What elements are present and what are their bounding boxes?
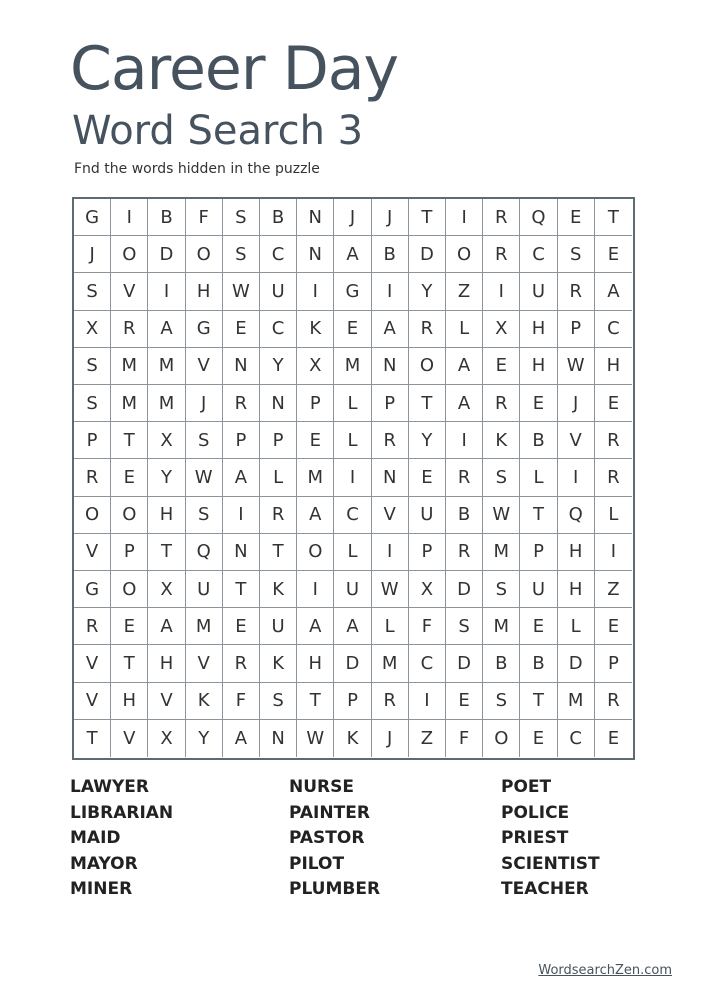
grid-cell[interactable]: I <box>595 534 632 571</box>
grid-cell[interactable]: C <box>409 645 446 682</box>
grid-cell[interactable]: X <box>148 720 185 757</box>
grid-cell[interactable]: O <box>111 236 148 273</box>
grid-cell[interactable]: B <box>260 199 297 236</box>
word-list-item: SCIENTIST <box>501 853 600 874</box>
word-list-item: MINER <box>70 879 133 899</box>
grid-cell[interactable]: N <box>260 385 297 422</box>
grid-cell[interactable]: M <box>483 608 520 645</box>
grid-cell[interactable]: W <box>372 571 409 608</box>
grid-cell[interactable]: T <box>148 534 185 571</box>
grid-cell[interactable]: J <box>186 385 223 422</box>
page-subtitle: Word Search 3 <box>72 108 364 154</box>
word-list-column-3 <box>501 775 600 903</box>
grid-cell[interactable]: E <box>607 727 620 749</box>
grid-cell[interactable]: T <box>260 534 297 571</box>
grid-cell[interactable]: O <box>483 720 520 757</box>
grid-cell[interactable]: R <box>595 422 632 459</box>
grid-cell[interactable]: L <box>558 608 595 645</box>
footer-site-link[interactable]: WordsearchZen.com <box>538 963 672 978</box>
grid-cell[interactable]: I <box>372 273 409 310</box>
grid-cell[interactable]: E <box>297 422 334 459</box>
grid-cell[interactable]: R <box>483 385 520 422</box>
grid-cell[interactable]: K <box>483 422 520 459</box>
grid-cell[interactable]: R <box>483 199 520 236</box>
grid-cell[interactable]: I <box>446 199 483 236</box>
word-list-column-2 <box>289 775 380 903</box>
grid-cell[interactable]: R <box>595 459 632 496</box>
grid-cell[interactable]: R <box>446 534 483 571</box>
grid-cell[interactable]: N <box>297 236 334 273</box>
grid-cell[interactable]: U <box>334 571 371 608</box>
grid-cell[interactable]: B <box>446 497 483 534</box>
grid-cell[interactable]: T <box>409 199 446 236</box>
grid-cell[interactable]: R <box>74 608 111 645</box>
grid-cell[interactable]: X <box>483 311 520 348</box>
grid-cell[interactable]: X <box>74 311 111 348</box>
grid-cell[interactable]: R <box>409 311 446 348</box>
grid-cell[interactable]: N <box>372 459 409 496</box>
grid-cell[interactable]: Y <box>186 720 223 757</box>
grid-cell[interactable]: K <box>260 645 297 682</box>
grid-cell[interactable]: V <box>186 348 223 385</box>
grid-cell[interactable]: Q <box>558 497 595 534</box>
word-list-item: LIBRARIAN <box>70 802 174 823</box>
puzzle-grid <box>74 199 632 757</box>
grid-cell[interactable]: A <box>148 311 185 348</box>
grid-cell[interactable]: O <box>111 571 148 608</box>
grid-cell[interactable]: E <box>446 683 483 720</box>
grid-cell[interactable]: M <box>186 608 223 645</box>
grid-cell[interactable]: I <box>111 199 148 236</box>
grid-cell[interactable]: K <box>186 683 223 720</box>
grid-cell[interactable]: B <box>520 645 557 682</box>
grid-cell[interactable]: F <box>186 199 223 236</box>
grid-cell[interactable]: V <box>558 422 595 459</box>
grid-cell[interactable]: H <box>111 683 148 720</box>
grid-cell[interactable]: H <box>558 571 595 608</box>
grid-cell[interactable]: H <box>520 348 557 385</box>
grid-cell[interactable]: E <box>111 608 148 645</box>
grid-cell[interactable]: P <box>74 422 111 459</box>
grid-cell[interactable]: T <box>520 683 557 720</box>
grid-cell[interactable]: Y <box>260 348 297 385</box>
grid-cell[interactable]: P <box>520 534 557 571</box>
grid-cell[interactable]: R <box>558 273 595 310</box>
grid-cell[interactable]: H <box>148 645 185 682</box>
grid-cell[interactable]: B <box>372 236 409 273</box>
grid-cell[interactable]: T <box>409 385 446 422</box>
grid-cell[interactable]: E <box>483 348 520 385</box>
grid-cell[interactable]: W <box>558 348 595 385</box>
grid-cell[interactable]: E <box>595 608 632 645</box>
grid-cell[interactable]: T <box>111 645 148 682</box>
word-list-column-1 <box>70 775 173 903</box>
grid-cell[interactable]: S <box>223 199 260 236</box>
grid-cell[interactable]: C <box>520 236 557 273</box>
grid-cell[interactable]: E <box>520 385 557 422</box>
grid-cell[interactable]: J <box>334 199 371 236</box>
word-list-item: POLICE <box>501 802 570 823</box>
grid-cell[interactable]: A <box>297 497 334 534</box>
grid-cell[interactable]: B <box>148 199 185 236</box>
grid-cell[interactable]: Z <box>595 571 632 608</box>
grid-cell[interactable]: N <box>372 348 409 385</box>
grid-cell[interactable]: A <box>297 608 334 645</box>
grid-cell[interactable]: P <box>260 422 297 459</box>
grid-cell[interactable]: C <box>334 497 371 534</box>
grid-cell[interactable]: I <box>483 273 520 310</box>
grid-cell[interactable]: G <box>334 273 371 310</box>
word-list-item: LAWYER <box>70 777 149 797</box>
grid-cell[interactable]: A <box>372 311 409 348</box>
grid-cell[interactable]: D <box>148 236 185 273</box>
grid-cell[interactable]: I <box>334 459 371 496</box>
grid-cell[interactable]: T <box>223 571 260 608</box>
grid-cell[interactable]: P <box>595 645 632 682</box>
word-list-item: PLUMBER <box>289 879 381 899</box>
grid-cell[interactable]: X <box>297 348 334 385</box>
grid-cell[interactable]: A <box>223 720 260 757</box>
grid-cell[interactable]: Z <box>409 720 446 757</box>
grid-cell[interactable]: Q <box>520 199 557 236</box>
grid-cell[interactable]: S <box>223 236 260 273</box>
grid-cell[interactable]: U <box>260 608 297 645</box>
grid-cell[interactable]: H <box>148 497 185 534</box>
grid-cell[interactable]: B <box>483 645 520 682</box>
grid-cell[interactable]: E <box>520 608 557 645</box>
grid-cell[interactable]: U <box>520 273 557 310</box>
grid-cell[interactable]: A <box>334 236 371 273</box>
grid-cell[interactable]: O <box>297 534 334 571</box>
grid-cell[interactable]: S <box>186 497 223 534</box>
grid-cell[interactable]: V <box>111 720 148 757</box>
grid-cell[interactable]: W <box>186 459 223 496</box>
grid-cell[interactable]: X <box>148 422 185 459</box>
grid-cell[interactable]: M <box>334 348 371 385</box>
grid-cell[interactable]: S <box>558 236 595 273</box>
grid-cell[interactable]: W <box>483 497 520 534</box>
grid-cell[interactable]: L <box>334 385 371 422</box>
word-list-item: NURSE <box>289 777 354 797</box>
grid-cell[interactable]: P <box>558 311 595 348</box>
grid-cell[interactable]: R <box>372 422 409 459</box>
grid-cell[interactable]: T <box>74 720 111 757</box>
grid-cell[interactable]: N <box>260 720 297 757</box>
grid-cell[interactable]: W <box>223 273 260 310</box>
grid-cell[interactable]: L <box>446 311 483 348</box>
grid-cell[interactable]: S <box>74 273 111 310</box>
grid-cell[interactable]: I <box>297 273 334 310</box>
grid-cell[interactable]: E <box>334 311 371 348</box>
grid-cell[interactable]: X <box>148 571 185 608</box>
grid-cell[interactable]: R <box>223 645 260 682</box>
grid-cell[interactable]: V <box>148 683 185 720</box>
word-list-item: MAYOR <box>70 853 138 874</box>
grid-cell[interactable]: I <box>409 683 446 720</box>
grid-cell[interactable]: Y <box>409 422 446 459</box>
grid-cell[interactable]: O <box>111 497 148 534</box>
word-list <box>70 775 630 905</box>
grid-cell[interactable]: F <box>409 608 446 645</box>
grid-cell[interactable]: V <box>111 273 148 310</box>
grid-cell[interactable]: R <box>595 683 632 720</box>
grid-cell[interactable]: C <box>595 311 632 348</box>
grid-cell[interactable]: U <box>186 571 223 608</box>
grid-cell[interactable]: L <box>334 422 371 459</box>
grid-cell[interactable]: I <box>148 273 185 310</box>
grid-cell[interactable]: V <box>74 645 111 682</box>
grid-cell[interactable]: A <box>595 273 632 310</box>
grid-cell[interactable]: F <box>446 720 483 757</box>
grid-cell[interactable]: V <box>74 683 111 720</box>
grid-cell[interactable]: M <box>483 534 520 571</box>
grid-cell[interactable]: H <box>297 645 334 682</box>
grid-cell[interactable]: I <box>297 571 334 608</box>
grid-cell[interactable]: K <box>334 720 371 757</box>
grid-cell[interactable]: O <box>186 236 223 273</box>
grid-cell[interactable]: E <box>111 459 148 496</box>
grid-cell[interactable]: N <box>223 348 260 385</box>
grid-cell[interactable]: Q <box>186 534 223 571</box>
grid-cell[interactable]: P <box>372 385 409 422</box>
grid-cell[interactable]: R <box>111 311 148 348</box>
grid-cell[interactable]: P <box>223 422 260 459</box>
grid-cell[interactable]: J <box>372 199 409 236</box>
grid-cell[interactable]: L <box>334 534 371 571</box>
grid-cell[interactable]: D <box>446 645 483 682</box>
grid-cell[interactable]: J <box>558 385 595 422</box>
puzzle-grid-frame <box>72 197 635 760</box>
grid-cell[interactable]: T <box>595 199 632 236</box>
grid-cell[interactable]: Y <box>409 273 446 310</box>
grid-cell[interactable]: H <box>595 348 632 385</box>
word-list-item: PAINTER <box>289 802 370 823</box>
grid-cell[interactable]: S <box>483 459 520 496</box>
grid-cell[interactable]: S <box>483 571 520 608</box>
grid-cell[interactable]: D <box>446 571 483 608</box>
grid-cell[interactable]: S <box>483 683 520 720</box>
grid-cell[interactable]: L <box>260 459 297 496</box>
grid-cell[interactable]: G <box>74 571 111 608</box>
grid-cell[interactable]: E <box>223 608 260 645</box>
grid-cell[interactable]: L <box>520 459 557 496</box>
grid-cell[interactable]: J <box>372 720 409 757</box>
grid-cell[interactable]: E <box>595 385 632 422</box>
word-list-item: PRIEST <box>501 828 569 848</box>
grid-cell[interactable]: G <box>74 199 111 236</box>
grid-cell[interactable]: L <box>595 497 632 534</box>
grid-cell[interactable]: H <box>520 311 557 348</box>
grid-cell[interactable]: O <box>74 497 111 534</box>
grid-cell[interactable]: M <box>297 459 334 496</box>
grid-cell[interactable]: U <box>409 497 446 534</box>
grid-cell[interactable]: V <box>74 534 111 571</box>
grid-cell[interactable]: B <box>520 422 557 459</box>
grid-cell[interactable]: M <box>148 348 185 385</box>
grid-cell[interactable]: O <box>409 348 446 385</box>
grid-cell[interactable]: T <box>297 683 334 720</box>
grid-cell[interactable]: L <box>372 608 409 645</box>
grid-cell[interactable]: P <box>111 534 148 571</box>
grid-cell[interactable]: C <box>260 311 297 348</box>
instructions-text: Fnd the words hidden in the puzzle <box>74 161 320 177</box>
grid-cell[interactable]: G <box>186 311 223 348</box>
grid-cell[interactable]: H <box>558 534 595 571</box>
grid-cell[interactable]: C <box>260 236 297 273</box>
grid-cell[interactable]: E <box>223 311 260 348</box>
grid-cell[interactable]: M <box>148 385 185 422</box>
grid-cell[interactable]: A <box>223 459 260 496</box>
grid-cell[interactable]: M <box>558 683 595 720</box>
grid-cell[interactable]: I <box>223 497 260 534</box>
word-list-item: POET <box>501 777 552 797</box>
grid-cell[interactable]: T <box>111 422 148 459</box>
grid-cell[interactable]: R <box>74 459 111 496</box>
grid-cell[interactable]: V <box>186 645 223 682</box>
grid-cell[interactable]: P <box>297 385 334 422</box>
grid-cell[interactable]: R <box>483 236 520 273</box>
grid-cell[interactable]: E <box>409 459 446 496</box>
grid-cell[interactable]: M <box>111 385 148 422</box>
grid-cell[interactable]: R <box>372 683 409 720</box>
grid-cell[interactable]: F <box>223 683 260 720</box>
grid-cell[interactable]: K <box>297 311 334 348</box>
grid-cell[interactable]: M <box>111 348 148 385</box>
grid-cell[interactable]: S <box>186 422 223 459</box>
grid-cell[interactable]: U <box>260 273 297 310</box>
grid-cell[interactable]: T <box>520 497 557 534</box>
grid-cell[interactable]: R <box>223 385 260 422</box>
grid-cell[interactable]: S <box>446 608 483 645</box>
grid-cell[interactable]: A <box>148 608 185 645</box>
grid-cell[interactable]: E <box>520 720 557 757</box>
grid-cell[interactable]: E <box>558 199 595 236</box>
grid-cell[interactable]: S <box>74 385 111 422</box>
grid-cell[interactable]: X <box>409 571 446 608</box>
word-list-item: TEACHER <box>501 879 589 899</box>
grid-cell[interactable]: N <box>223 534 260 571</box>
grid-cell[interactable]: D <box>558 645 595 682</box>
grid-cell[interactable]: U <box>520 571 557 608</box>
grid-cell[interactable]: S <box>74 348 111 385</box>
grid-cell[interactable]: I <box>558 459 595 496</box>
grid-cell[interactable]: D <box>334 645 371 682</box>
grid-cell[interactable]: H <box>186 273 223 310</box>
word-list-item: PILOT <box>289 853 345 874</box>
grid-cell[interactable]: P <box>334 683 371 720</box>
grid-cell[interactable]: I <box>372 534 409 571</box>
grid-cell[interactable]: R <box>260 497 297 534</box>
grid-cell[interactable]: S <box>260 683 297 720</box>
word-list-item: MAID <box>70 828 121 848</box>
grid-cell[interactable]: K <box>260 571 297 608</box>
grid-cell[interactable]: V <box>372 497 409 534</box>
grid-cell[interactable]: R <box>446 459 483 496</box>
grid-cell[interactable]: A <box>446 348 483 385</box>
grid-cell[interactable]: C <box>558 720 595 757</box>
grid-cell[interactable]: E <box>595 236 632 273</box>
page-title: Career Day <box>70 34 399 104</box>
grid-cell[interactable]: N <box>297 199 334 236</box>
word-list-item: PASTOR <box>289 828 365 848</box>
grid-cell[interactable]: M <box>372 645 409 682</box>
grid-cell[interactable]: A <box>334 608 371 645</box>
grid-cell[interactable]: A <box>446 385 483 422</box>
grid-cell[interactable]: Z <box>446 273 483 310</box>
grid-cell[interactable]: P <box>409 534 446 571</box>
grid-cell[interactable]: Y <box>148 459 185 496</box>
grid-cell[interactable]: W <box>297 720 334 757</box>
grid-cell[interactable]: O <box>446 236 483 273</box>
grid-cell[interactable]: D <box>409 236 446 273</box>
grid-cell[interactable]: J <box>74 236 111 273</box>
grid-cell[interactable]: I <box>446 422 483 459</box>
